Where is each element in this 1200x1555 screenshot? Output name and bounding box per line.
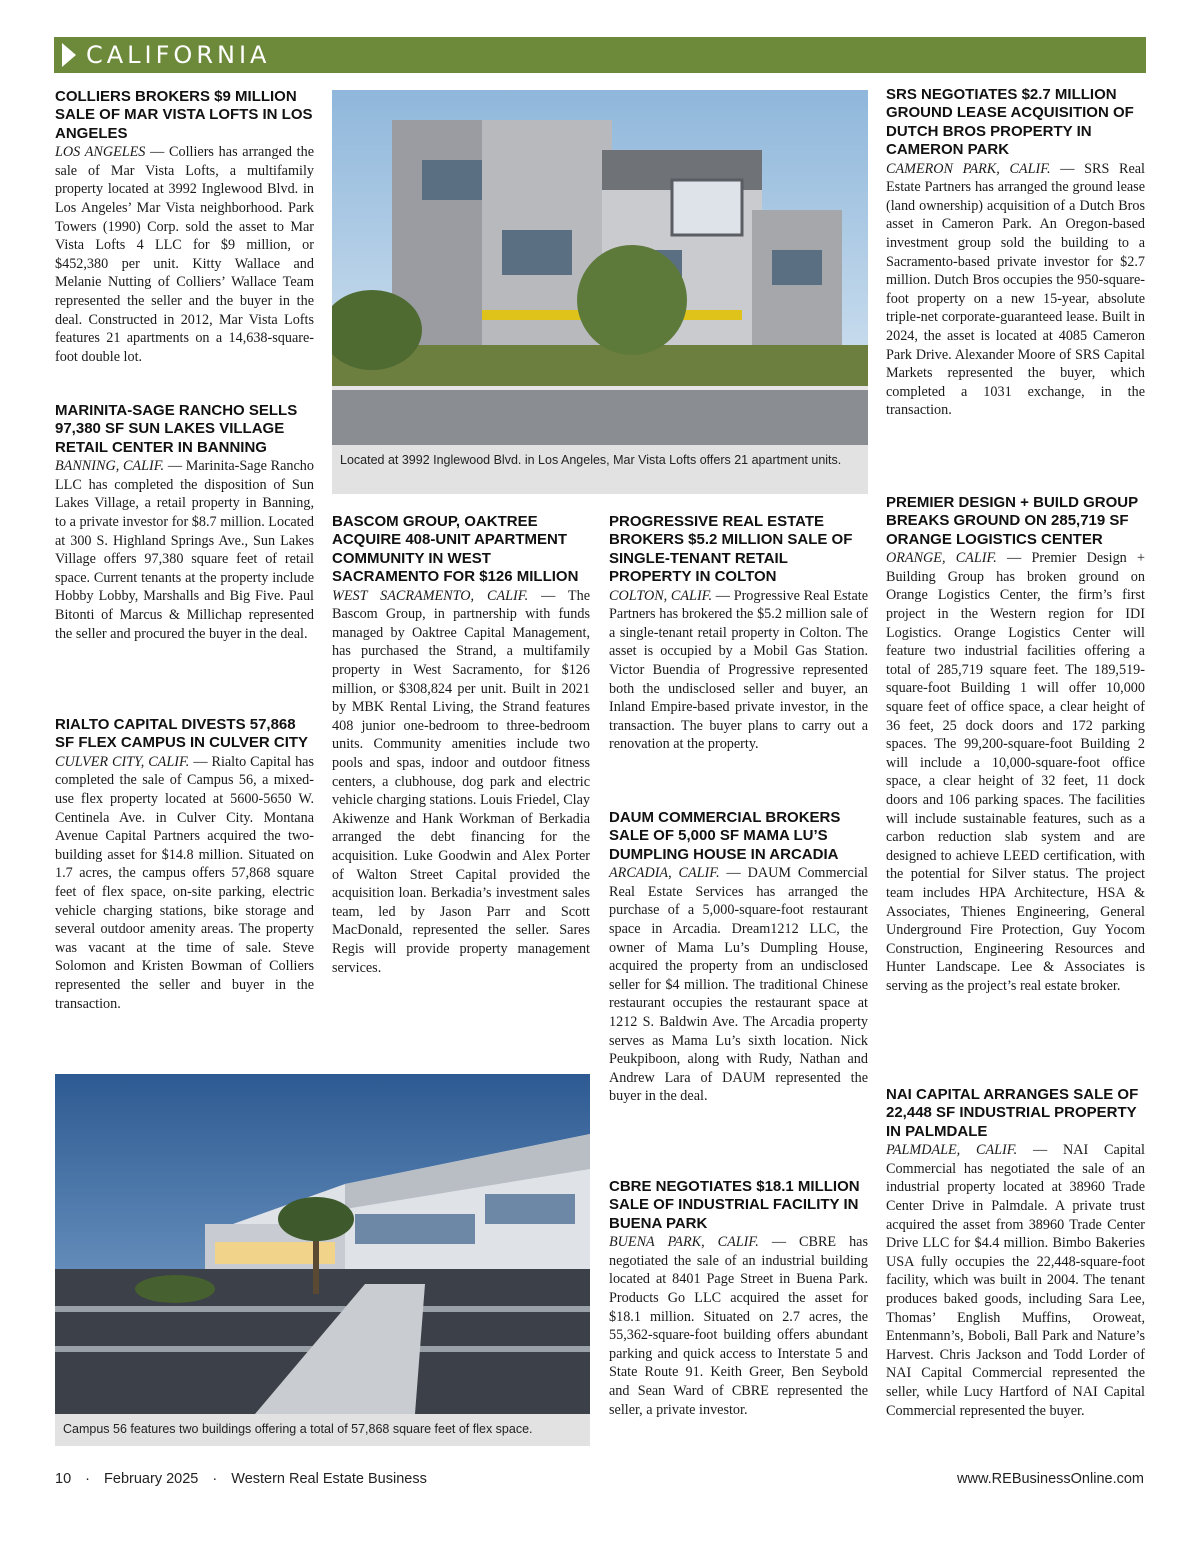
article-dateline: PALMDALE, CALIF. [886,1142,1018,1159]
article [55,402,314,643]
article-headline: MARINITA-SAGE RANCHO SELLS 97,380 SF SUN LAKES VILLAGE RETAIL CENTER IN BANNING [55,402,298,456]
article-body [609,587,868,754]
article-body [886,160,1145,420]
article-headline: PROGRESSIVE REAL ESTATE BROKERS $5.2 MILLION SALE OF SINGLE-TENANT RETAIL PROPERTY IN COLTON [609,513,853,586]
article-body [886,549,1145,995]
article [609,1178,868,1419]
campus-illustration [55,1074,590,1414]
website-url[interactable]: www.REBusinessOnline.com [957,1471,1144,1487]
article-body [332,587,590,977]
article [609,513,868,754]
article [55,716,314,1013]
article-text: — Progressive Real Estate Partners has brokered the $5.2 million sale of a single-tenant retail property in Colton. The asset is occupied by a Mobil Gas Station. Victor Buendia of Progressive represented both the undisclosed seller and buyer, an Inland Empire-based private investor, in the transaction. The buyer plans to carry out a renovation at the property. [609,587,868,753]
article-text: — Premier Design + Building Group has broken ground on Orange Logistics Center, the firm’s first project in the Western region for IDI Logistics. Orange Logistics Center will feature two industrial facilities offering a total of 285,719 square feet. The 189,519-square-foot Building 1 will offer 10,000 square feet of office space, a clear height of 36 feet, 25 dock doors and 172 parking spaces. The 99,200-square-foot Building 2 will include a 10,000-square-foot office space, a clear height of 32 feet, 11 dock doors and 106 parking spaces. The facilities will include sustainable features, such as a carbon reduction slab system and are designed to achieve LEED certification, with the potential for Silver status. The project team includes HPA Architecture, HSA & Associates, Thienes Engineering, General Underground Fire Protection, Guy Yocom Construction, Engineering Resources and Hunter Landscape. Lee & Associates is serving as the project’s real estate broker. [886,550,1145,994]
article-body [55,457,314,643]
issue-date: February 2025 [104,1471,199,1487]
article-text: — Marinita-Sage Rancho LLC has completed the disposition of Sun Lakes Village, a retail property in Banning, to a private investor for $8.7 million. Located at 300 S. Highland Springs Ave., Sun Lakes Village offers 97,380 square feet of retail space. Current tenants at the property include Hobby Lobby, Marshalls and Big Five. Paul Bitonti of Marcus & Millichap represented the seller and procured the buyer in the deal. [55,458,314,642]
article-headline: COLLIERS BROKERS $9 MILLION SALE OF MAR VISTA LOFTS IN LOS ANGELES [55,88,313,142]
article-dateline: ORANGE, CALIF. [886,550,997,567]
article [886,1086,1145,1420]
article-body [609,1233,868,1419]
triangle-arrow-icon [62,43,76,67]
campus-56-photo [55,1074,590,1414]
article [609,809,868,1106]
article-headline: NAI CAPITAL ARRANGES SALE OF 22,448 SF INDUSTRIAL PROPERTY IN PALMDALE [886,1086,1139,1140]
article-text: — SRS Real Estate Partners has arranged the ground lease (land ownership) acquisition of a Dutch Bros asset in Cameron Park. An Oregon-based investment group sold the building to a Sacramento-based private investor for $2.7 million. Dutch Bros occupies the 950-square-foot property on a new 15-year, absolute triple-net corporate-guaranteed lease. Built in 2024, the asset is located at 4085 Cameron Park Drive. Alexander Moore of SRS Capital Markets represented the buyer, which completed a 1031 exchange, in the transaction. [886,160,1145,419]
mar-vista-lofts-photo [332,90,868,445]
article [886,494,1145,995]
article-headline: SRS NEGOTIATES $2.7 MILLION GROUND LEASE ACQUISITION OF DUTCH BROS PROPERTY IN CAMERON PARK [886,86,1134,159]
photo-caption: Campus 56 features two buildings offering a total of 57,868 square feet of flex space. [55,1414,590,1446]
article-text: — DAUM Commercial Real Estate Services has arranged the purchase of a 5,000-square-foot restaurant space in Arcadia. Dream1212 LLC, the owner of Mama Lu’s Dumpling House, acquired the property from an undisclosed seller for $4 million. The traditional Chinese restaurant occupies the restaurant space at 1212 S. Baldwin Ave. The Arcadia property serves as Mama Lu’s sixth location. Nick Peukpiboon, along with Rudy, Nathan and Andrew Lara of DAUM represented the buyer in the deal. [609,865,868,1105]
footer-left [55,1471,427,1487]
separator: · [85,1471,91,1487]
article-dateline: WEST SACRAMENTO, CALIF. [332,587,529,604]
article-text: — The Bascom Group, in partnership with funds managed by Oaktree Capital Management, has purchased the Strand, a multifamily property in West Sacramento, for $126 million, or $308,824 per unit. Built in 2021 by MBK Rental Living, the Strand features 408 junior one-bedroom to three-bedroom units. Community amenities include two pools and spas, indoor and outdoor fitness centers, a clubhouse, dog park and electric vehicle charging stations. Louis Friedel, Clay Akiwenze and Hank Workman of Berkadia arranged the debt financing for the acquisition. Luke Goodwin and Alex Porter of Walton Street Capital provided the acquisition loan. Berkadia’s investment sales team, led by Jason Parr and Scott MacDonald, represented the seller. Sares Regis will provide property management services. [332,587,590,976]
article-body [886,1141,1145,1420]
article-dateline: BANNING, CALIF. [55,458,165,475]
photo-caption: Located at 3992 Inglewood Blvd. in Los Angeles, Mar Vista Lofts offers 21 apartment units. [332,445,868,494]
article-dateline: COLTON, CALIF. [609,587,713,604]
publication-name: Western Real Estate Business [231,1471,427,1487]
article-body [609,864,868,1106]
article-headline: RIALTO CAPITAL DIVESTS 57,868 SF FLEX CAMPUS IN CULVER CITY [55,716,309,752]
article-dateline: LOS ANGELES [55,144,146,161]
article-dateline: CAMERON PARK, CALIF. [886,160,1051,177]
building-illustration [332,90,868,445]
article-text: — NAI Capital Commercial has negotiated the sale of an industrial property located at 38960 Trade Center Drive in Palmdale. A private trust acquired the asset from 38960 Trade Center Drive LLC for $4.4 million. Bimbo Bakeries USA fully occupies the 22,448-square-foot facility, which was built in 2004. The tenant produces baked goods, including Sara Lee, Thomas’ English Muffins, Oroweat, Entenmann’s, Boboli, Ball Park and Nature’s Harvest. Chris Jackson and Todd Lorder of NAI Capital Commercial represented the seller, while Lucy Hartford of NAI Capital Commercial represented the buyer. [886,1142,1145,1419]
article [332,513,590,977]
article-dateline: BUENA PARK, CALIF. [609,1234,759,1251]
separator: · [212,1471,218,1487]
article-headline: BASCOM GROUP, OAKTREE ACQUIRE 408-UNIT APARTMENT COMMUNITY IN WEST SACRAMENTO FOR $126 MILLION [332,513,579,586]
article-text: — Rialto Capital has completed the sale of Campus 56, a mixed-use flex property located at 5600-5650 W. Centinela Ave. in Culver City. Montana Avenue Capital Partners acquired the two-building asset for $14.8 million. Situated on 1.7 acres, the campus offers 57,868 square feet of flex space, on-site parking, electric vehicle charging stations, bike storage and several outdoor amenity areas. The property was vacant at the time of sale. Steve Solomon and Kristen Bowman of Colliers represented the seller and buyer in the transaction. [55,753,314,1012]
article-body [55,753,314,1013]
article [886,86,1145,420]
article-text: — CBRE has negotiated the sale of an industrial building located at 8401 Page Street in Buena Park. Products Go LLC acquired the asset for $18.1 million. Situated on 2.7 acres, the 55,362-square-foot building offers abundant parking and quick access to Interstate 5 and State Route 91. Keith Greer, Ben Seybold and Sean Ward of CBRE represented the seller, a private investor. [609,1234,868,1418]
section-title: CALIFORNIA [86,41,271,69]
article-dateline: CULVER CITY, CALIF. [55,753,190,770]
article [55,88,314,366]
section-banner [54,37,1146,73]
article-body [55,143,314,366]
article-headline: CBRE NEGOTIATES $18.1 MILLION SALE OF INDUSTRIAL FACILITY IN BUENA PARK [609,1178,860,1232]
article-headline: PREMIER DESIGN + BUILD GROUP BREAKS GROUND ON 285,719 SF ORANGE LOGISTICS CENTER [886,494,1138,548]
page-number: 10 [55,1471,72,1487]
article-headline: DAUM COMMERCIAL BROKERS SALE OF 5,000 SF MAMA LU’S DUMPLING HOUSE IN ARCADIA [609,809,841,863]
article-dateline: ARCADIA, CALIF. [609,865,720,882]
article-text: — Colliers has arranged the sale of Mar Vista Lofts, a multifamily property located at 3992 Inglewood Blvd. in Los Angeles’ Mar Vista neighborhood. Park Towers (1990) Corp. sold the asset to Mar Vista Lofts 4 LLC for $9 million, or $452,380 per unit. Kitty Wallace and Melanie Nutting of Colliers’ Wallace Team represented the seller and the buyer in the deal. Constructed in 2012, Mar Vista Lofts features 21 apartments on a 14,638-square-foot double lot. [55,144,314,365]
